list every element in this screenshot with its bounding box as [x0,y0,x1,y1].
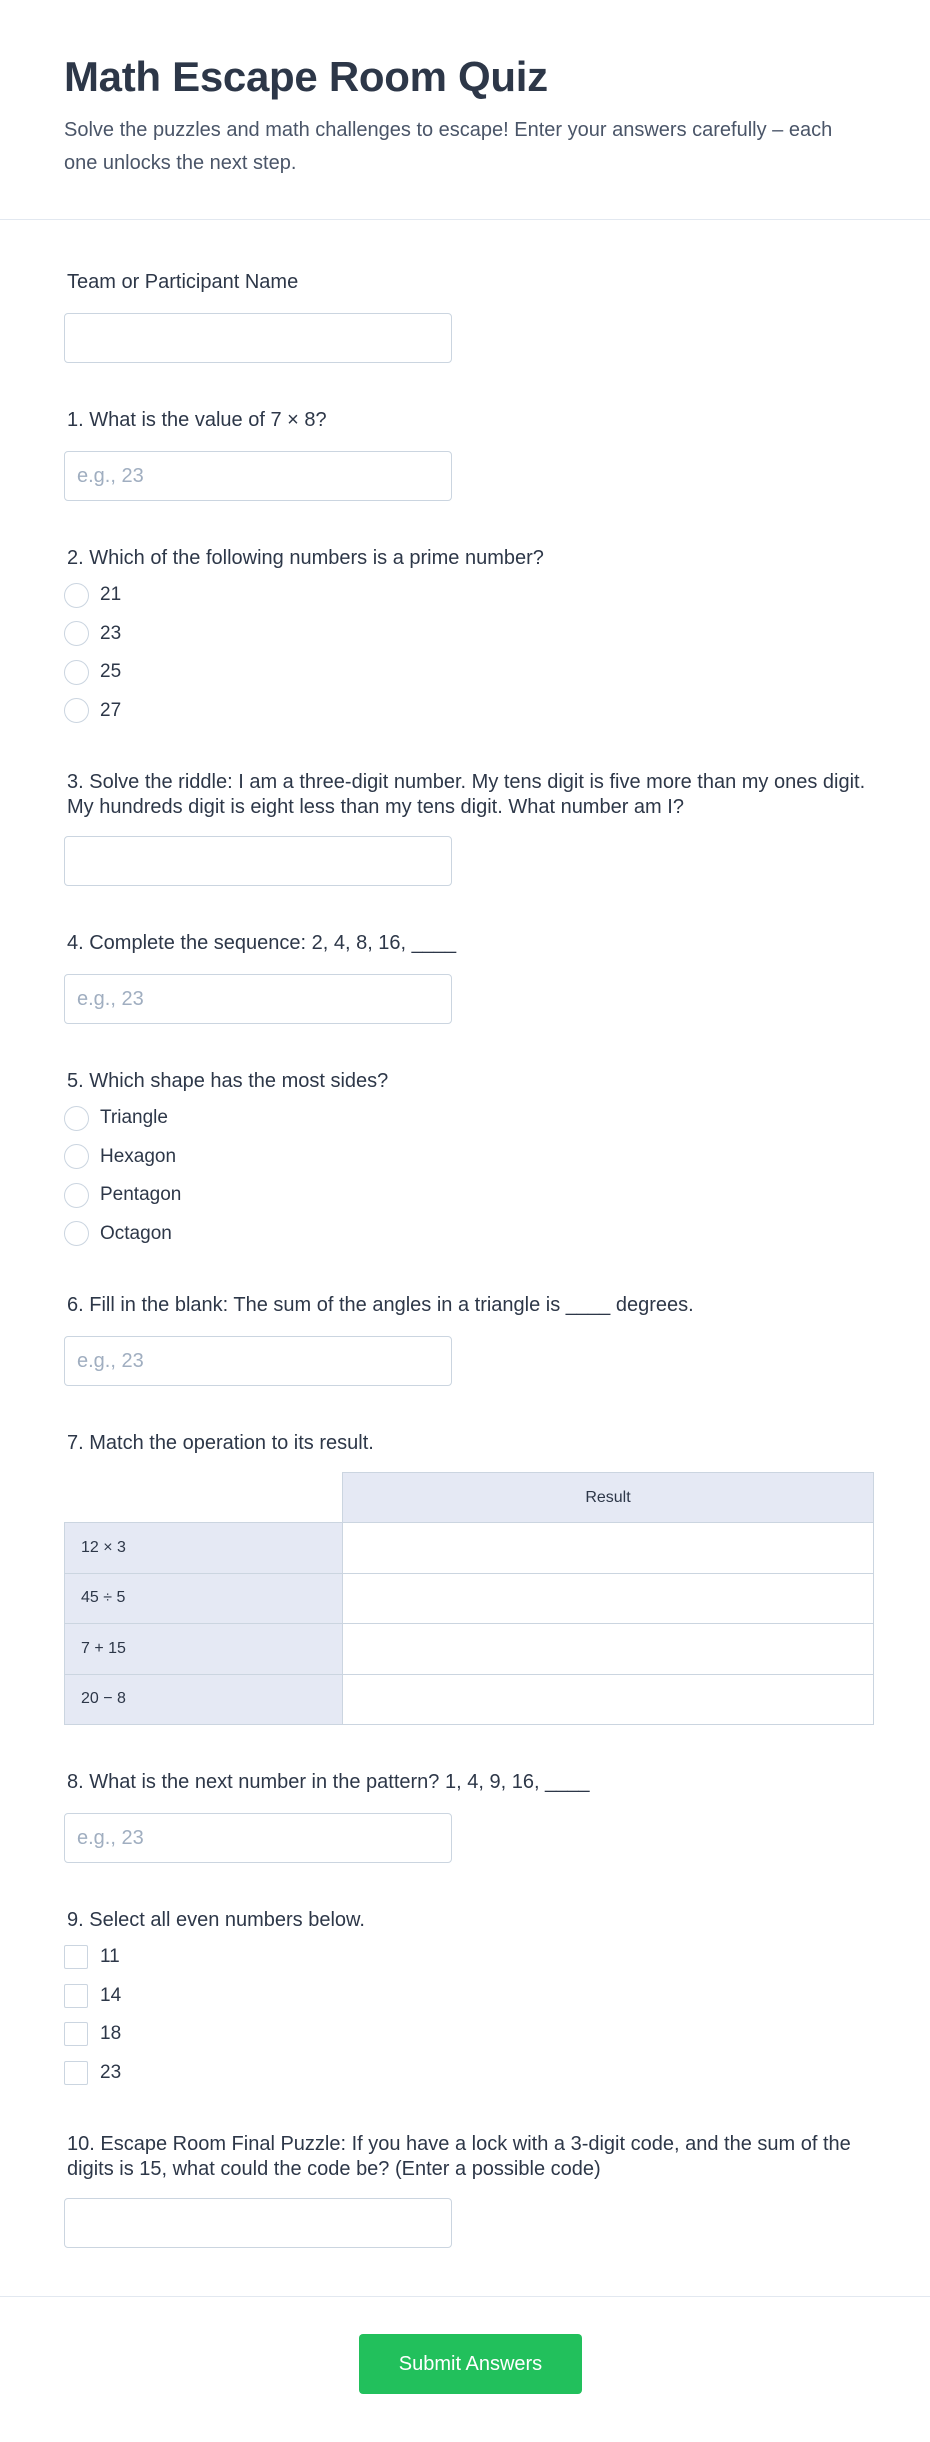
question-10-label: 10. Escape Room Final Puzzle: If you have a lock with a 3-digit code, and the sum of the digits is 15, what could the code be? (Enter a possible code) [67,2133,851,2180]
page-subtitle: Solve the puzzles and math challenges to escape! Enter your answers carefully – each one unlocks the next step. [64,119,833,174]
match-table-header-row [65,1473,874,1523]
name-label: Team or Participant Name [67,271,299,293]
match-table-corner [65,1473,343,1523]
form-footer [0,2296,930,2442]
question-3-input[interactable] [64,836,452,886]
question-5-option[interactable] [64,1099,866,1138]
submit-answers-button[interactable]: Submit Answers [359,2334,582,2394]
question-5-option[interactable] [64,1176,866,1215]
question-2 [64,501,866,730]
option-label: 14 [100,1984,122,2006]
question-9-option[interactable] [64,1938,866,1977]
checkbox[interactable] [64,2061,88,2085]
option-label: Octagon [100,1222,172,1244]
question-2-option[interactable] [64,692,866,731]
question-1-input[interactable] [64,451,452,501]
question-9-option[interactable] [64,2015,866,2054]
question-5-options [64,1099,866,1253]
question-9-label: 9. Select all even numbers below. [67,1909,365,1931]
question-8-label: 8. What is the next number in the pattern? 1, 4, 9, 16, ____ [67,1771,590,1793]
operation-cell: 45 ÷ 5 [65,1573,343,1624]
question-5-option[interactable] [64,1138,866,1177]
question-2-option[interactable] [64,576,866,615]
result-cell[interactable] [343,1624,874,1675]
question-8-input[interactable] [64,1813,452,1863]
table-row [65,1523,874,1574]
result-cell[interactable] [343,1674,874,1725]
operation-cell: 12 × 3 [65,1523,343,1574]
table-row [65,1674,874,1725]
question-5 [64,1024,866,1253]
page-title: Math Escape Room Quiz [64,53,548,100]
option-label: Triangle [100,1107,168,1129]
question-5-option[interactable] [64,1215,866,1254]
option-label: 25 [100,661,122,683]
question-5-label: 5. Which shape has the most sides? [67,1070,389,1092]
option-label: 23 [100,622,122,644]
option-label: Hexagon [100,1145,177,1167]
match-table [64,1472,874,1725]
radio-button[interactable] [64,660,89,685]
question-9 [64,1863,866,2092]
question-4-input[interactable] [64,974,452,1024]
table-row [65,1573,874,1624]
question-6 [64,1253,866,1386]
question-7-label: 7. Match the operation to its result. [67,1432,374,1454]
option-label: 18 [100,2023,122,2045]
question-10-input[interactable] [64,2198,452,2248]
question-4-label: 4. Complete the sequence: 2, 4, 8, 16, ____ [67,932,457,954]
result-cell[interactable] [343,1523,874,1574]
result-cell[interactable] [343,1573,874,1624]
option-label: 27 [100,699,122,721]
radio-button[interactable] [64,583,89,608]
result-column-header: Result [343,1473,874,1523]
question-2-options [64,576,866,730]
radio-button[interactable] [64,621,89,646]
question-8 [64,1725,866,1863]
question-name [64,220,866,363]
question-9-option[interactable] [64,1977,866,2016]
quiz-form [0,220,930,2248]
option-label: 11 [100,1946,120,1968]
radio-button[interactable] [64,1183,89,1208]
question-6-input[interactable] [64,1336,452,1386]
question-2-label: 2. Which of the following numbers is a prime number? [67,547,544,569]
question-2-option[interactable] [64,653,866,692]
question-9-options [64,1938,866,2092]
question-7 [64,1386,866,1725]
radio-button[interactable] [64,1144,89,1169]
radio-button[interactable] [64,698,89,723]
checkbox[interactable] [64,2022,88,2046]
operation-cell: 20 − 8 [65,1674,343,1725]
participant-name-input[interactable] [64,313,452,363]
page-header [0,0,930,220]
question-9-option[interactable] [64,2054,866,2093]
checkbox[interactable] [64,1945,88,1969]
table-row [65,1624,874,1675]
question-6-label: 6. Fill in the blank: The sum of the angles in a triangle is ____ degrees. [67,1294,694,1316]
question-3 [64,730,866,886]
checkbox[interactable] [64,1984,88,2008]
question-1-label: 1. What is the value of 7 × 8? [67,409,327,431]
question-3-label: 3. Solve the riddle: I am a three-digit number. My tens digit is five more than my ones digit. My hundreds digit is eight less than my tens digit. What number am I? [67,771,866,818]
option-label: Pentagon [100,1184,182,1206]
question-1 [64,363,866,501]
question-2-option[interactable] [64,615,866,654]
option-label: 23 [100,2061,122,2083]
operation-cell: 7 + 15 [65,1624,343,1675]
radio-button[interactable] [64,1221,89,1246]
question-4 [64,886,866,1024]
radio-button[interactable] [64,1106,89,1131]
option-label: 21 [100,584,122,606]
question-10 [64,2092,866,2248]
